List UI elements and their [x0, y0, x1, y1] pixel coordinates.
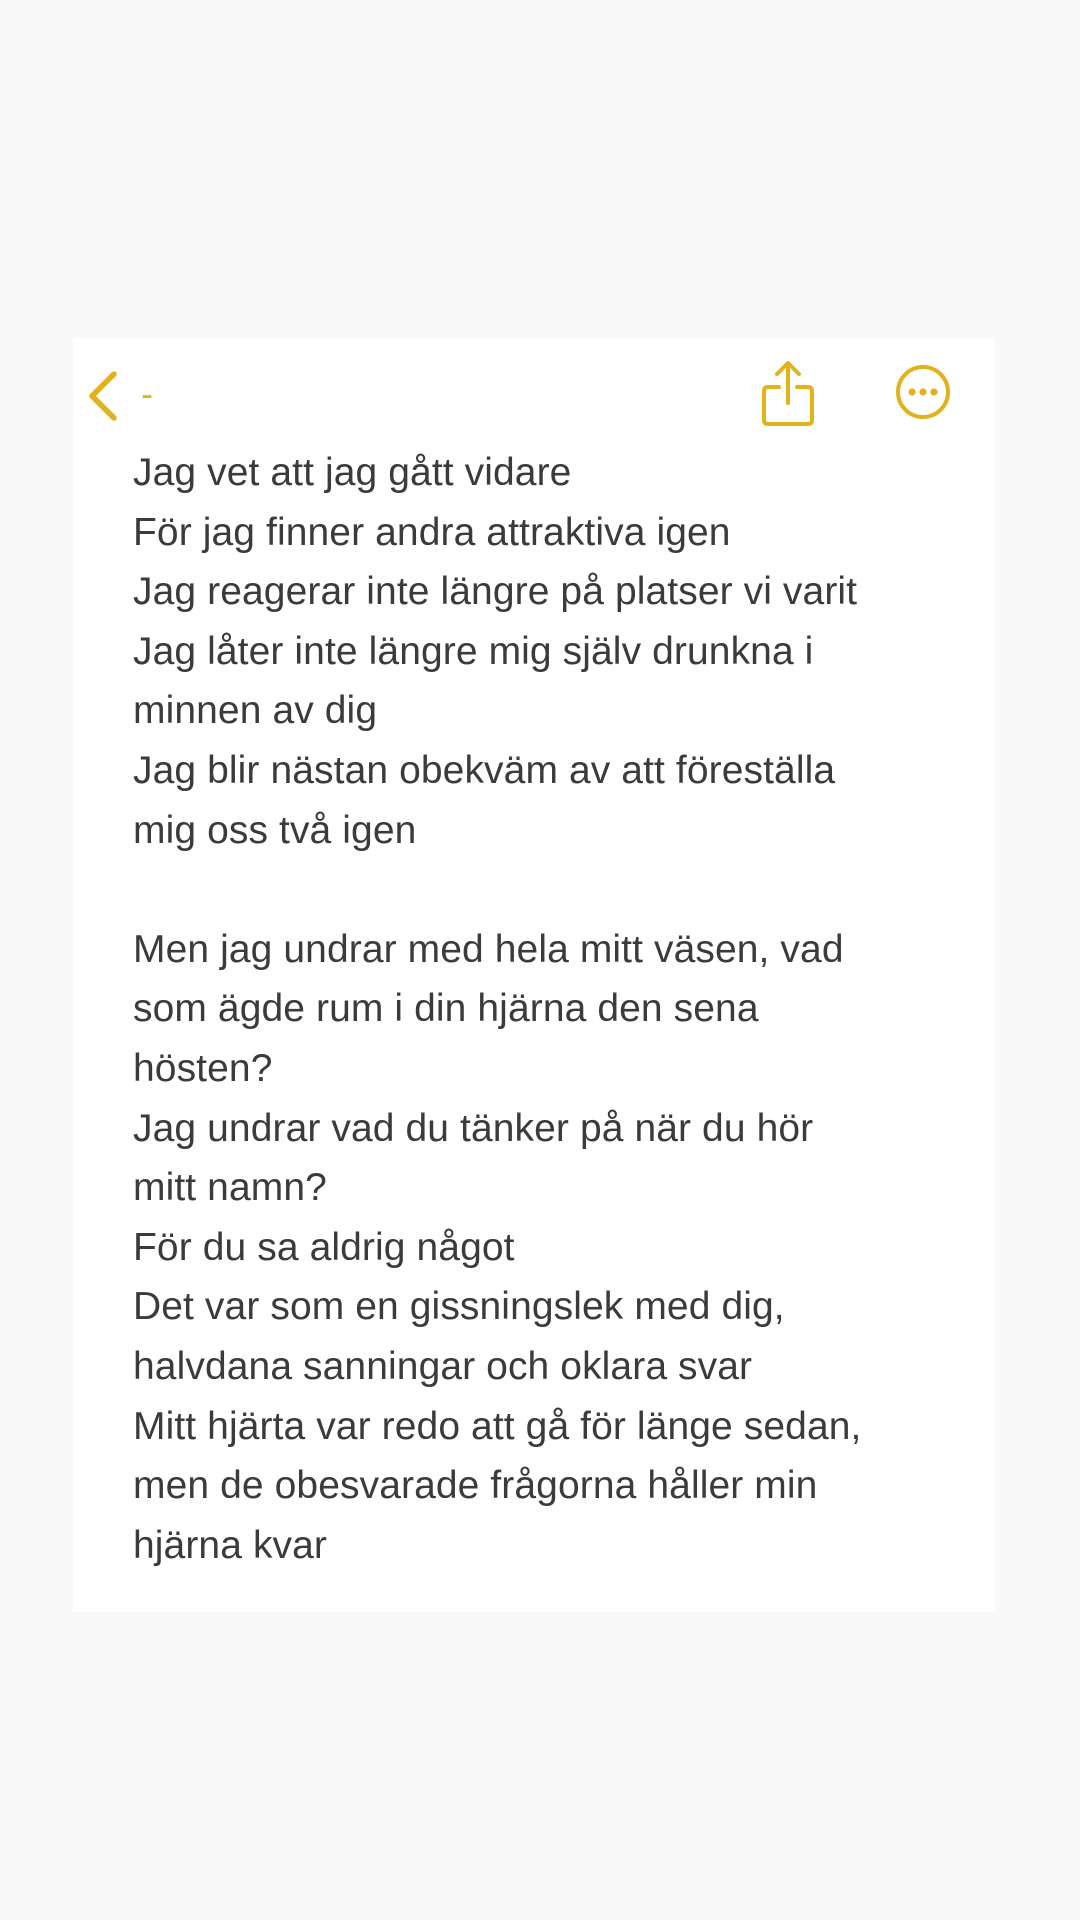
- note-line: Jag blir nästan obekväm av att föreställa: [133, 748, 836, 792]
- note-body[interactable]: [133, 443, 973, 1575]
- note-line: Mitt hjärta var redo att gå för länge sedan,: [133, 1404, 862, 1448]
- ellipsis-circle-icon: [895, 364, 951, 420]
- note-blank-line: [133, 860, 973, 920]
- note-line: Jag vet att jag gått vidare: [133, 451, 572, 494]
- more-button[interactable]: [895, 364, 951, 420]
- note-line: som ägde rum i din hjärna den sena: [133, 987, 759, 1031]
- note-line: mig oss två igen: [133, 808, 417, 852]
- note-line: Jag reagerar inte längre på platser vi varit: [133, 570, 858, 614]
- back-button[interactable]: [87, 366, 153, 426]
- note-line: hjärna kvar: [133, 1523, 328, 1567]
- share-icon: [759, 360, 817, 428]
- note-card: [73, 338, 995, 1612]
- chevron-left-icon: [87, 371, 119, 421]
- note-line: mitt namn?: [133, 1166, 327, 1210]
- back-label: -: [141, 373, 153, 414]
- navigation-bar: [73, 338, 995, 448]
- note-line: För jag finner andra attraktiva igen: [133, 510, 731, 554]
- share-button[interactable]: [759, 360, 817, 428]
- note-line: hösten?: [133, 1046, 273, 1090]
- note-line: Jag undrar vad du tänker på när du hör: [133, 1106, 814, 1150]
- note-line: halvdana sanningar och oklara svar: [133, 1344, 753, 1388]
- note-line: Jag låter inte längre mig själv drunkna i: [133, 629, 814, 673]
- note-line: För du sa aldrig något: [133, 1225, 515, 1269]
- note-line: Men jag undrar med hela mitt väsen, vad: [133, 927, 844, 971]
- note-line: men de obesvarade frågorna håller min: [133, 1464, 818, 1508]
- note-line: Det var som en gissningslek med dig,: [133, 1285, 785, 1329]
- note-line: minnen av dig: [133, 689, 378, 733]
